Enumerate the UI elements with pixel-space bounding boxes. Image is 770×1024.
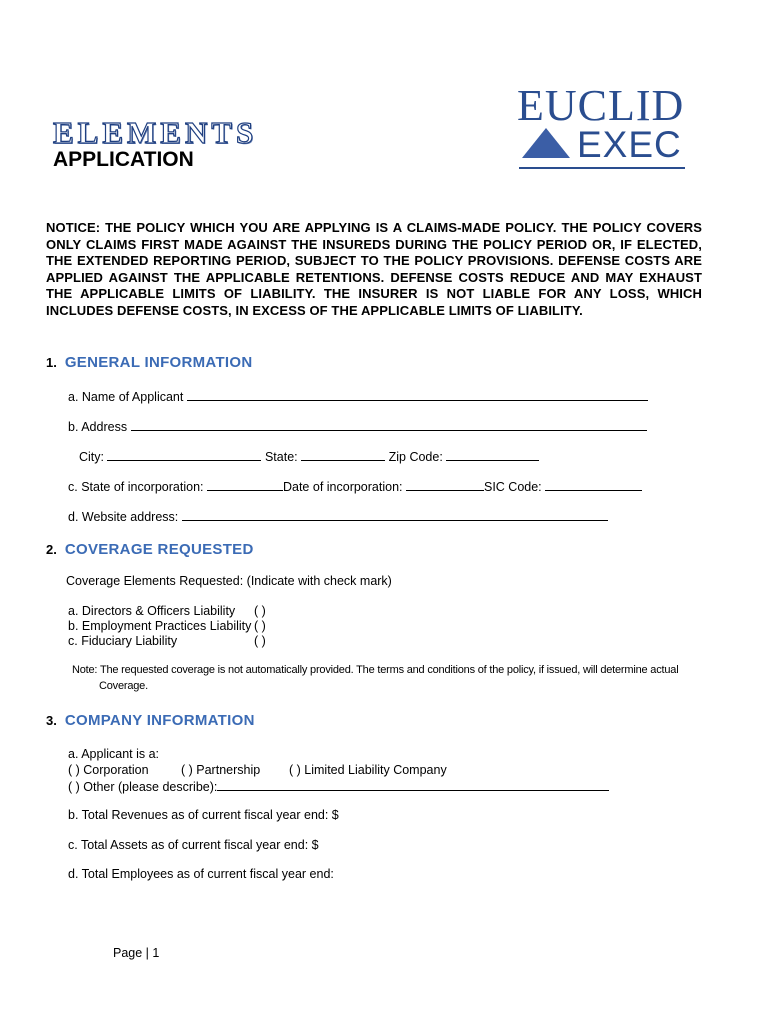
state-label: State: — [264, 450, 298, 464]
address-label: b. Address — [68, 420, 128, 434]
date-incorporation-field[interactable] — [406, 478, 484, 491]
total-assets-label: c. Total Assets as of current fiscal year end: $ — [68, 838, 319, 852]
date-incorporation-label: Date of incorporation: — [282, 480, 403, 494]
coverage-option-label: b. Employment Practices Liability — [68, 619, 252, 633]
coverage-note-line1: Note: The requested coverage is not automatically provided. The terms and conditions of the policy, if issued, will determine actual — [72, 664, 679, 676]
zip-field[interactable] — [446, 448, 539, 461]
applicant-name-field[interactable] — [187, 388, 648, 401]
city-field[interactable] — [107, 448, 261, 461]
section-title: GENERAL INFORMATION — [64, 354, 253, 371]
section-number: 2. — [46, 542, 57, 557]
website-row — [68, 508, 608, 524]
section-number: 1. — [46, 355, 57, 370]
coverage-option-fiduciary — [68, 634, 308, 649]
llc-option[interactable]: ( ) Limited Liability Company — [289, 763, 447, 777]
logo-divider — [519, 167, 685, 169]
city-state-zip-row — [79, 448, 539, 464]
logo-euclid-text: EUCLID — [517, 81, 685, 130]
section-company-information-heading — [46, 712, 255, 730]
coverage-option-label: a. Directors & Officers Liability — [68, 604, 236, 618]
zip-label: Zip Code: — [388, 450, 443, 464]
state-field[interactable] — [301, 448, 385, 461]
claims-made-notice: NOTICE: THE POLICY WHICH YOU ARE APPLYING IS A CLAIMS-MADE POLICY. THE POLICY COVERS ONLY CLAIMS FIRST MADE AGAINST THE INSUREDS DURING THE POLICY PERIOD OR, IF ELECTED, THE EXTENDED REPORTING PERIOD, SUBJECT TO THE POLICY PROVISIONS. DEFENSE COSTS ARE APPLIED AGAINST THE APPLICABLE RETENTIONS. DEFENSE COSTS REDUCE AND MAY EXHAUST THE APPLICABLE LIMITS OF LIABILITY. THE INSURER IS NOT LIABLE FOR ANY LOSS, WHICH INCLUDES DEFENSE COSTS, IN EXCESS OF THE APPLICABLE LIMITS OF LIABILITY. — [46, 220, 702, 318]
incorporation-row — [68, 478, 642, 494]
coverage-checkbox-fiduciary[interactable]: ( ) — [254, 634, 266, 648]
section-coverage-requested-heading — [46, 541, 254, 559]
coverage-option-do — [68, 604, 308, 619]
state-incorporation-field[interactable] — [207, 478, 283, 491]
coverage-checkbox-epl[interactable]: ( ) — [254, 619, 266, 633]
total-employees-label: d. Total Employees as of current fiscal year end: — [68, 867, 334, 881]
website-field[interactable] — [182, 508, 608, 521]
section-general-information-heading — [46, 354, 253, 372]
sic-code-field[interactable] — [545, 478, 642, 491]
section-title: COVERAGE REQUESTED — [64, 541, 254, 558]
address-field[interactable] — [131, 418, 647, 431]
other-entity-row — [68, 778, 609, 794]
partnership-option[interactable]: ( ) Partnership — [181, 763, 261, 777]
applicant-name-row — [68, 388, 648, 404]
other-option[interactable]: ( ) Other (please describe): — [68, 780, 218, 794]
logo-triangle-icon — [522, 128, 570, 158]
form-title: ELEMENTS — [53, 115, 258, 150]
website-label: d. Website address: — [68, 510, 179, 524]
section-title: COMPANY INFORMATION — [64, 712, 255, 729]
address-row — [68, 418, 647, 434]
form-subtitle: APPLICATION — [53, 148, 194, 171]
corporation-option[interactable]: ( ) Corporation — [68, 763, 149, 777]
logo-exec-text: EXEC — [577, 124, 682, 165]
applicant-type-label: a. Applicant is a: — [68, 747, 160, 761]
coverage-option-epl — [68, 619, 308, 634]
applicant-name-label: a. Name of Applicant — [68, 390, 184, 404]
sic-code-label: SIC Code: — [483, 480, 542, 494]
city-label: City: — [79, 450, 104, 464]
entity-type-row — [68, 763, 149, 777]
other-describe-field[interactable] — [217, 778, 609, 791]
coverage-note-line2: Coverage. — [99, 680, 148, 692]
total-revenues-label: b. Total Revenues as of current fiscal year end: $ — [68, 808, 339, 822]
coverage-intro: Coverage Elements Requested: (Indicate with check mark) — [66, 574, 392, 588]
page-number: Page | 1 — [113, 946, 160, 960]
coverage-checkbox-do[interactable]: ( ) — [254, 604, 266, 618]
coverage-option-label: c. Fiduciary Liability — [68, 634, 178, 648]
section-number: 3. — [46, 713, 57, 728]
state-incorporation-label: c. State of incorporation: — [68, 480, 204, 494]
